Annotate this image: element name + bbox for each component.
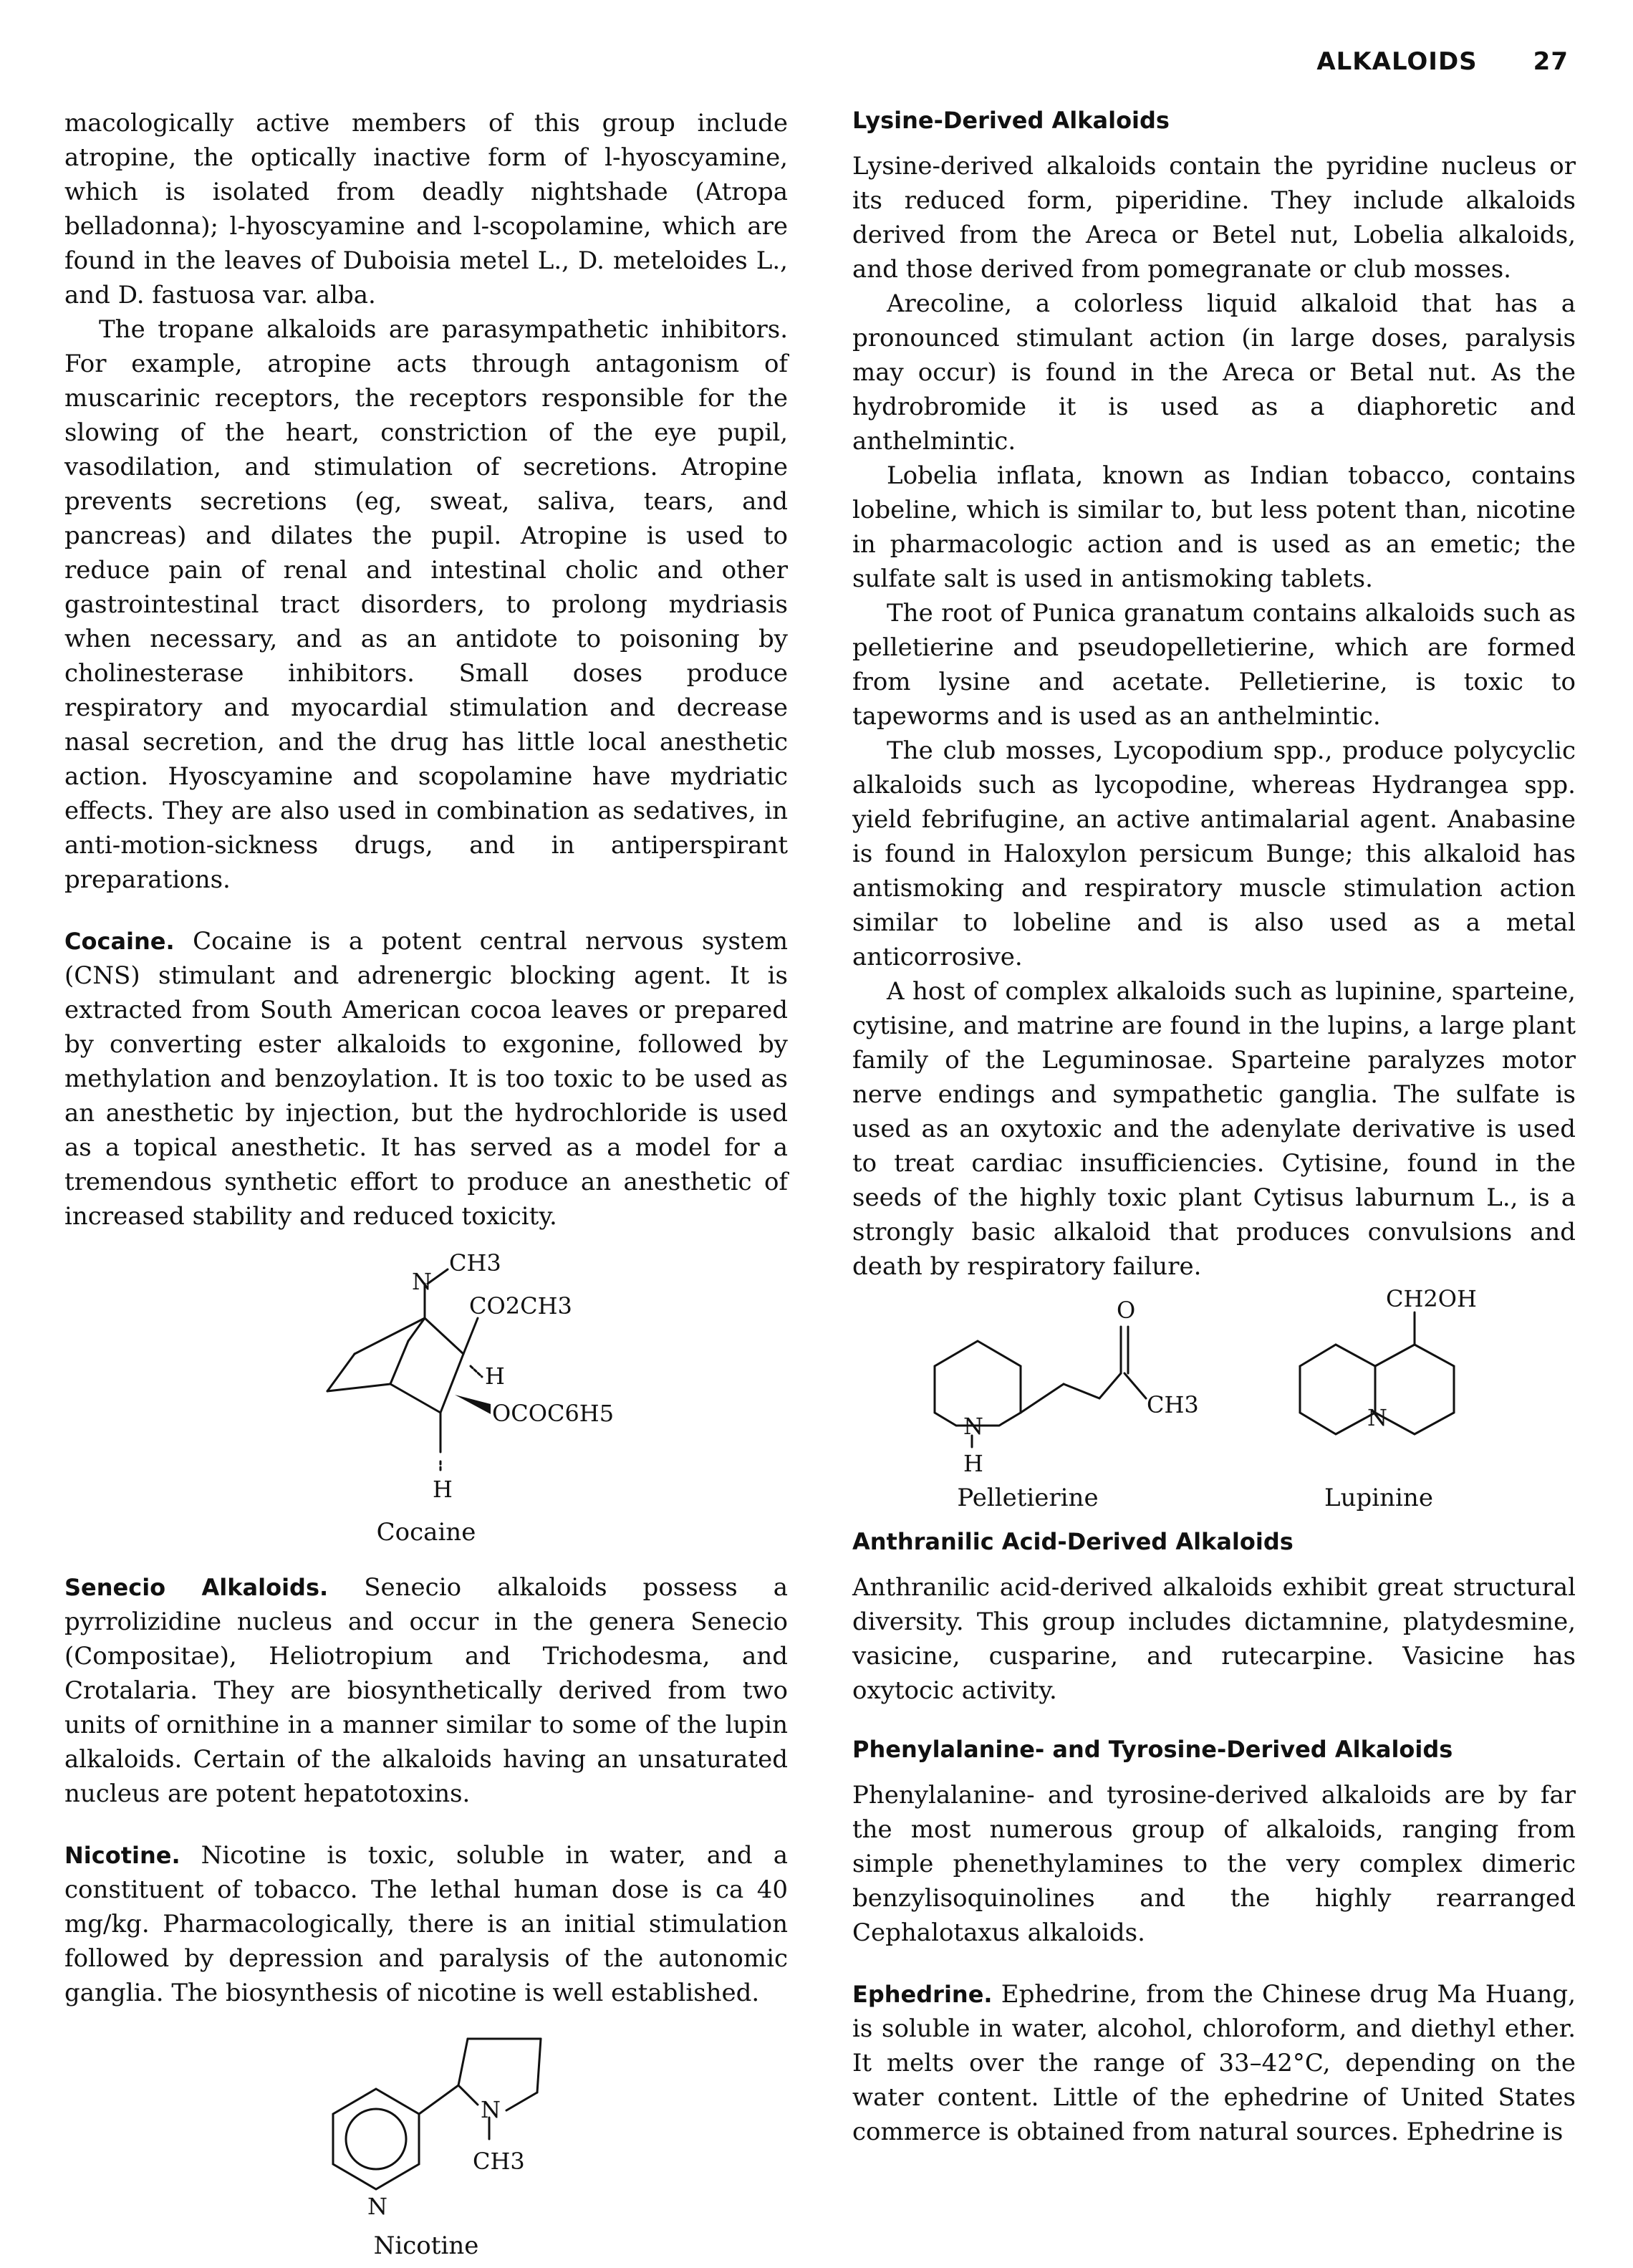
paragraph: The root of Punica granatum contains alkaloids such as pelletierine and pseudopelletierine, which are formed from lysine and acetate. Pelletierine, is toxic to tapeworms and is used as an anthelmintic. — [852, 599, 1576, 731]
paragraph — [64, 924, 788, 1234]
paragraph — [852, 1977, 1576, 2149]
pelletierine-caption: Pelletierine — [957, 1484, 1099, 1512]
nicotine-structure — [276, 2010, 577, 2268]
cocaine-h-label: H — [485, 1363, 505, 1390]
section-heading: Lysine-Derived Alkaloids — [852, 107, 1170, 134]
cocaine-caption: Cocaine — [376, 1518, 476, 1547]
pelletierine-ch3-label: CH3 — [1147, 1391, 1199, 1418]
lupinine-caption: Lupinine — [1324, 1484, 1433, 1512]
paragraph: The tropane alkaloids are parasympathetic inhibitors. For example, atropine acts through antagonism of muscarinic receptors, the receptors responsible for the slowing of the heart, constriction of the eye pupil, vasodilation, and stimulation of secretions. Atropine prevents secretions (eg, sweat, saliva, tears, and pancreas) and dilates the pupil. Atropine is used to reduce pain of renal and intestinal cholic and other gastrointestinal tract disorders, to prolong mydriasis when necessary, and as an antidote to poisoning by cholinesterase inhibitors. Small doses produce respiratory and myocardial stimulation and decrease nasal secretion, and the drug has little local anesthetic action. Hyoscyamine and scopolamine have mydriatic effects. They are also used in combination as sedatives, in anti-motion-sickness drugs, and in antiperspirant preparations. — [64, 315, 788, 894]
pelletierine-lupinine-structures — [892, 1284, 1536, 1513]
paragraph: A host of complex alkaloids such as lupinine, sparteine, cytisine, and matrine are found in the lupins, a large plant family of the Leguminosae. Sparteine paralyzes motor nerve endings and sympathetic ganglia. The sulfate is used as an oxytoxic and the adenylate derivative is used to treat cardiac insufficiencies. Cytisine, found in the seeds of the highly toxic plant Cytisus laburnum L., is a strongly basic alkaloid that produces convulsions and death by respiratory failure. — [852, 977, 1576, 1281]
section-heading: Phenylalanine- and Tyrosine-Derived Alkaloids — [852, 1736, 1453, 1763]
cocaine-h-bottom-label: H — [433, 1476, 453, 1503]
run-in-heading: Ephedrine. — [852, 1981, 993, 2008]
paragraph: macologically active members of this group include atropine, the optically inactive form of l-hyoscyamine, which is isolated from deadly nightshade (Atropa belladonna); l-hyoscyamine and l-scopolamine, which are found in the leaves of Duboisia metel L., D. meteloides L., and D. fastuosa var. alba. — [64, 109, 788, 309]
lupinine-n-label: N — [1367, 1404, 1387, 1431]
paragraph: Arecoline, a colorless liquid alkaloid that has a pronounced stimulant action (in large doses, paralysis may occur) is found in the Areca or Betal nut. As the hydrobromide it is used as a diaphoretic and anthelmintic. — [852, 289, 1576, 456]
cocaine-co2ch3-label: CO2CH3 — [469, 1292, 572, 1320]
pelletierine-h-label: H — [963, 1450, 983, 1477]
pelletierine-o-label: O — [1117, 1297, 1136, 1324]
cocaine-ch3-label: CH3 — [449, 1249, 501, 1277]
run-in-heading: Senecio Alkaloids. — [64, 1574, 329, 1601]
paragraph-text: Nicotine is toxic, soluble in water, and a constituent of tobacco. The lethal human dose is ca 40 mg/kg. Pharmacologically, there is an initial stimulation followed by depression and paralysis of the autonomic ganglia. The biosynthesis of nicotine is well established. — [64, 1841, 788, 2007]
nicotine-ch3-label: CH3 — [473, 2148, 525, 2175]
left-column — [64, 106, 788, 2268]
nicotine-n-label: N — [481, 2096, 501, 2123]
paragraph — [64, 1838, 788, 2010]
paragraph: Anthranilic acid-derived alkaloids exhibit great structural diversity. This group includes dictamnine, platydesmine, vasicine, cusparine, and rutecarpine. Vasicine has oxytocic activity. — [852, 1573, 1576, 1705]
page-number: 27 — [1533, 47, 1569, 76]
cocaine-ococ6h5-label: OCOC6H5 — [492, 1400, 615, 1427]
paragraph-text: Ephedrine, from the Chinese drug Ma Huang, is soluble in water, alcohol, chloroform, and diethyl ether. It melts over the range of 33–42°C, depending on the water content. Little of the ephedrine of United States commerce is obtained from natural sources. Ephedrine is — [852, 1980, 1576, 2146]
paragraph — [64, 1570, 788, 1811]
cocaine-structure — [276, 1234, 615, 1549]
section-title: ALKALOIDS — [1316, 47, 1478, 76]
paragraph-text: Senecio alkaloids possess a pyrrolizidine nucleus and occur in the genera Senecio (Compositae), Heliotropium and Trichodesma, and Crotalaria. They are biosynthetically derived from two units of ornithine in a manner similar to some of the lupin alkaloids. Certain of the alkaloids having an unsaturated nucleus are potent hepatotoxins. — [64, 1573, 789, 1808]
run-in-heading: Cocaine. — [64, 928, 175, 955]
nicotine-caption: Nicotine — [373, 2231, 479, 2260]
paragraph: The club mosses, Lycopodium spp., produce polycyclic alkaloids such as lycopodine, whereas Hydrangea spp. yield febrifugine, an active antimalarial agent. Anabasine is found in Haloxylon persicum Bunge; this alkaloid has antismoking and respiratory muscle stimulation action similar to lobeline and is also used as a metal anticorrosive. — [852, 736, 1576, 971]
right-column — [852, 106, 1576, 2149]
run-in-heading: Nicotine. — [64, 1842, 180, 1869]
pelletierine-n-label: N — [963, 1413, 983, 1440]
paragraph: Lysine-derived alkaloids contain the pyridine nucleus or its reduced form, piperidine. They include alkaloids derived from the Areca or Betel nut, Lobelia alkaloids, and those derived from pomegranate or club mosses. — [852, 152, 1576, 284]
paragraph: Phenylalanine- and tyrosine-derived alkaloids are by far the most numerous group of alkaloids, ranging from simple phenethylamines to the very complex dimeric benzylisoquinolines and the highly rearranged Cephalotaxus alkaloids. — [852, 1781, 1576, 1947]
nicotine-pyridine-n-label: N — [367, 2193, 387, 2220]
cocaine-n-label: N — [412, 1268, 432, 1295]
running-header — [1316, 47, 1569, 76]
paragraph-text: Cocaine is a potent central nervous system (CNS) stimulant and adrenergic blocking agent. It is extracted from South American cocoa leaves or prepared by converting ester alkaloids to exgonine, followed by methylation and benzoylation. It is too toxic to be used as an anesthetic by injection, but the hydrochloride is used as a topical anesthetic. It has served as a model for a tremendous synthetic effort to produce an anesthetic of increased stability and reduced toxicity. — [64, 927, 788, 1231]
section-heading: Anthranilic Acid-Derived Alkaloids — [852, 1528, 1294, 1555]
paragraph: Lobelia inflata, known as Indian tobacco, contains lobeline, which is similar to, but less potent than, nicotine in pharmacologic action and is used as an emetic; the sulfate salt is used in antismoking tablets. — [852, 461, 1576, 593]
lupinine-ch2oh-label: CH2OH — [1386, 1285, 1477, 1312]
